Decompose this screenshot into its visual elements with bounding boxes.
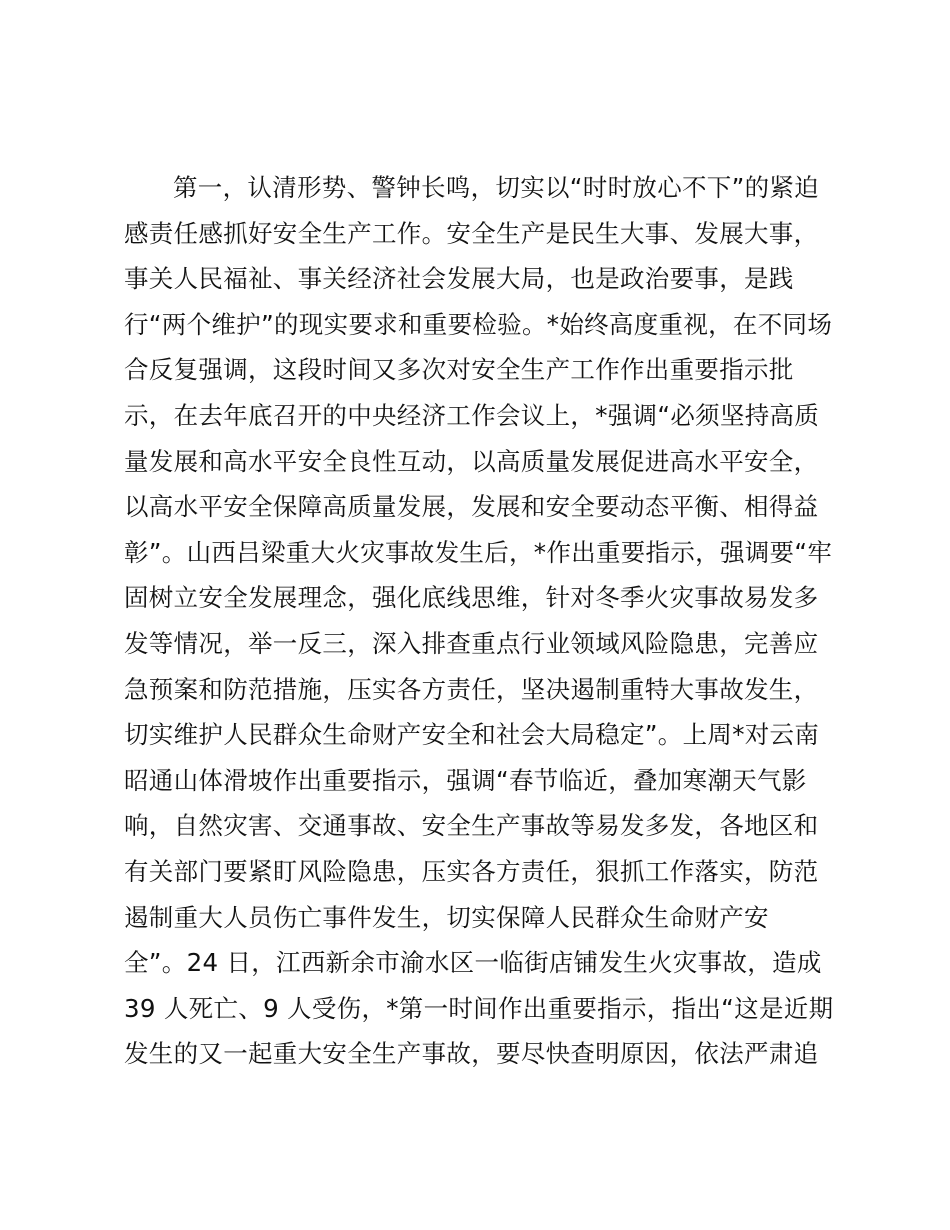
text-line: 39 人死亡、9 人受伤，*第一时间作出重要指示，指出“这是近期 xyxy=(124,993,834,1023)
text-line: 发生的又一起重大安全生产事故，要尽快查明原因，依法严肃追 xyxy=(124,1039,819,1069)
text-line: 发等情况，举一反三，深入排查重点行业领域风险隐患，完善应 xyxy=(124,628,819,658)
text-line: 第一，认清形势、警钟长鸣，切实以“时时放心不下”的紧迫 xyxy=(173,173,819,202)
text-line: 响，自然灾害、交通事故、安全生产事故等易发多发，各地区和 xyxy=(124,811,819,841)
text-line: 以高水平安全保障高质量发展，发展和安全要动态平衡、相得益 xyxy=(124,492,819,522)
text-line: 感责任感抓好安全生产工作。安全生产是民生大事、发展大事， xyxy=(124,218,819,248)
body-paragraph xyxy=(124,165,844,1077)
text-line: 固树立安全发展理念，强化底线思维，针对冬季火灾事故易发多 xyxy=(124,583,819,613)
text-line: 合反复强调，这段时间又多次对安全生产工作作出重要指示批 xyxy=(124,355,794,385)
text-line: 急预案和防范措施，压实各方责任，坚决遏制重特大事故发生， xyxy=(124,674,819,704)
text-line: 遏制重大人员伤亡事件发生，切实保障人民群众生命财产安 xyxy=(124,902,769,932)
text-line: 彰”。山西吕梁重大火灾事故发生后，*作出重要指示，强调要“牢 xyxy=(124,537,833,567)
text-line: 事关人民福祉、事关经济社会发展大局，也是政治要事，是践 xyxy=(124,264,794,294)
text-line: 量发展和高水平安全良性互动，以高质量发展促进高水平安全， xyxy=(124,446,819,476)
text-line: 有关部门要紧盯风险隐患，压实各方责任，狠抓工作落实，防范 xyxy=(124,856,819,886)
text-line: 示，在去年底召开的中央经济工作会议上，*强调“必须坚持高质 xyxy=(124,400,820,430)
text-line: 行“两个维护”的现实要求和重要检验。*始终高度重视，在不同场 xyxy=(124,309,833,339)
text-line: 昭通山体滑坡作出重要指示，强调“春节临近，叠加寒潮天气影 xyxy=(124,765,807,795)
text-line: 切实维护人民群众生命财产安全和社会大局稳定”。上周*对云南 xyxy=(124,720,820,750)
text-line: 全”。24 日，江西新余市渝水区一临街店铺发生火灾事故，造成 xyxy=(124,948,822,978)
